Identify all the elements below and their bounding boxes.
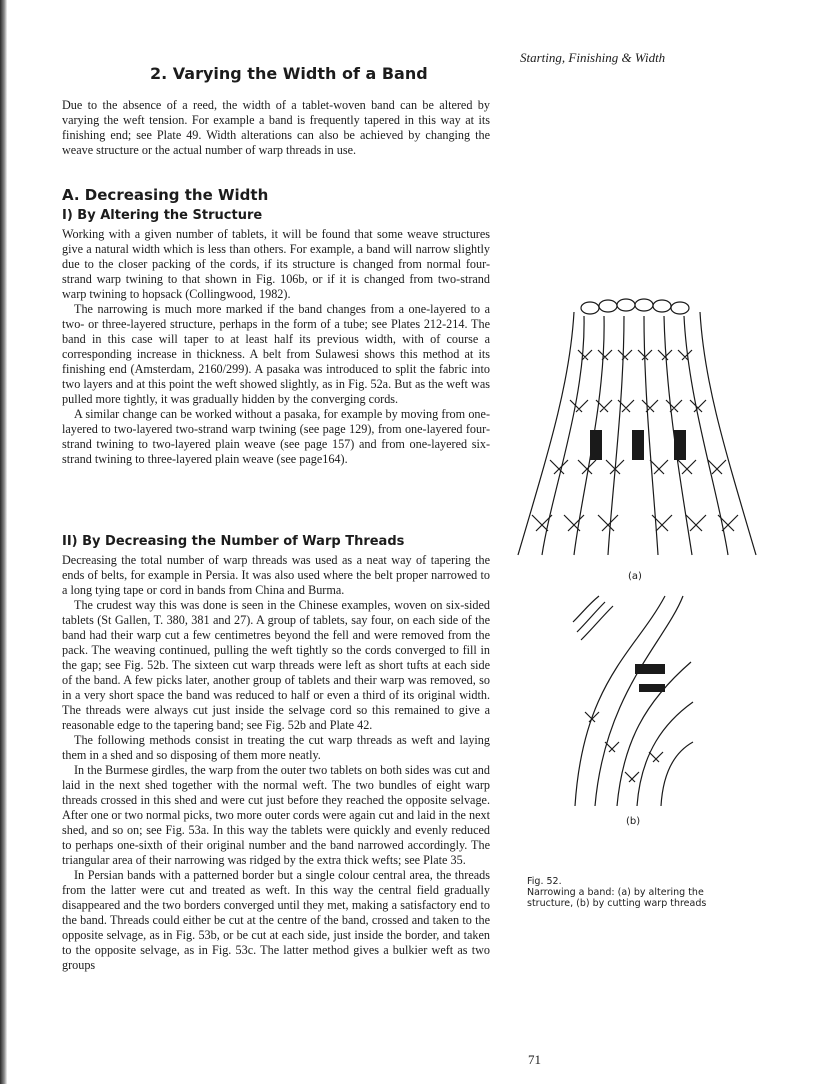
paragraph: In the Burmese girdles, the warp from the outer two tablets on both sides was cut and laid in the next shed together with the normal weft. The two bundles of eight warp threads crossed in this shed and were cut just before they reached the opposite selvage. After one or two normal picks, two more outer cords were again cut and laid in the next shed, and so on; see Fig. 53a. In this way the tablets were quickly and evenly reduced to perhaps one-sixth of their original number and the band narrowed accordingly. The triangular area of their narrowing was ridged by the extra thick wefts; see Plate 35. [62, 763, 490, 867]
figure-label-b: (b) [626, 816, 641, 827]
paragraph: The narrowing is much more marked if the band changes from a one-layered to a two- or three-layered structure, perhaps in the form of a tube; see Plates 212-214. The band in this case will taper to at least half its previous width, with of course a corresponding increase in thickness. A belt from Sulawesi shows this method at its finishing end (Amsterdam, 2160/299). A pasaka was introduced to split the fabric into two layers and at this point the weft showed slightly, as in Fig. 52a. But as the weft was pulled more tightly, it was gradually hidden by the converging cords. [62, 302, 490, 406]
heading-decreasing-warp: II) By Decreasing the Number of Warp Threads [62, 534, 405, 549]
section-title: 2. Varying the Width of a Band [150, 64, 428, 83]
section-a [62, 188, 490, 467]
paragraph: The crudest way this was done is seen in the Chinese examples, woven on six-sided tablets (St Gallen, T. 380, 381 and 27). A group of tablets, say four, on each side of the band had their warp cut a few centimetres beyond the fell and were removed from the pack. The weaving continued, pulling the weft tightly so the cords converged to fill in the gap; see Fig. 52b. The sixteen cut warp threads were left as short tufts at each side of the band. A few picks later, another group of tablets and their warp was removed, so in a very short space the band was reduced to half or even a third of its original width. The threads were always cut just inside the selvage cord so this remained to give a reasonable edge to the tapering band; see Fig. 52b and Plate 42. [62, 598, 490, 732]
figure-caption-title: Fig. 52. [527, 876, 562, 887]
intro-paragraph: Due to the absence of a reed, the width of a tablet-woven band can be altered by varying the weft tension. For example a band is frequently tapered in this way at its finishing end; see Plate 49. Width alterations can also be achieved by changing the weave structure or the actual number of warp threads in use. [62, 98, 490, 157]
figure-label-a: (a) [628, 571, 642, 582]
page-number: 71 [528, 1052, 541, 1067]
structure-text [62, 227, 490, 467]
figure-52a-illustration [512, 290, 762, 565]
running-head: Starting, Finishing & Width [520, 50, 666, 65]
paragraph: Decreasing the total number of warp threads was used as a neat way of tapering the ends of belts, for example in Persia. It was also used where the belt proper narrowed to a long tying tape or cord in bands from China and Burma. [62, 553, 490, 597]
paragraph: A similar change can be worked without a pasaka, for example by moving from one-layered to two-layered two-strand warp twining (see page 129), from one-layered four-strand twining to two-layered plain weave (see page 157) and from one-layered six-strand twining to three-layered plain weave (see page164). [62, 407, 490, 466]
paragraph: Working with a given number of tablets, it will be found that some weave structures give a natural width which is less than others. For example, a band will narrow slightly due to the closer packing of the cords, if its structure is changed from normal four-strand warp twining to that shown in Fig. 106b, or if it is changed from two-strand warp twining to hopsack (Collingwood, 1982). [62, 227, 490, 301]
warp-text [62, 553, 490, 973]
heading-altering-structure: I) By Altering the Structure [62, 208, 263, 223]
figure-caption-text: Narrowing a band: (a) by altering the structure, (b) by cutting warp threads [527, 887, 707, 909]
intro-block [62, 98, 490, 158]
figure-52b-illustration [565, 592, 695, 810]
paragraph: The following methods consist in treating the cut warp threads as weft and laying them in a shed and so disposing of them more neatly. [62, 733, 490, 762]
heading-decreasing-width: A. Decreasing the Width [62, 186, 269, 204]
paragraph: In Persian bands with a patterned border but a single colour central area, the threads from the latter were cut and treated as weft. In this way the central field gradually disappeared and the two borders converged until they met, making a satisfactory end to the band. Threads could either be cut at the centre of the band, crossed and taken to the opposite selvage, as in Fig. 53b, or be cut at each side, just inside the border, and taken to the opposite selvage, as in Fig. 53c. The latter method gives a bulkier weft as two groups [62, 868, 490, 972]
book-spine-shadow [0, 0, 7, 1084]
figure-caption [527, 876, 727, 909]
section-a2 [62, 534, 490, 973]
